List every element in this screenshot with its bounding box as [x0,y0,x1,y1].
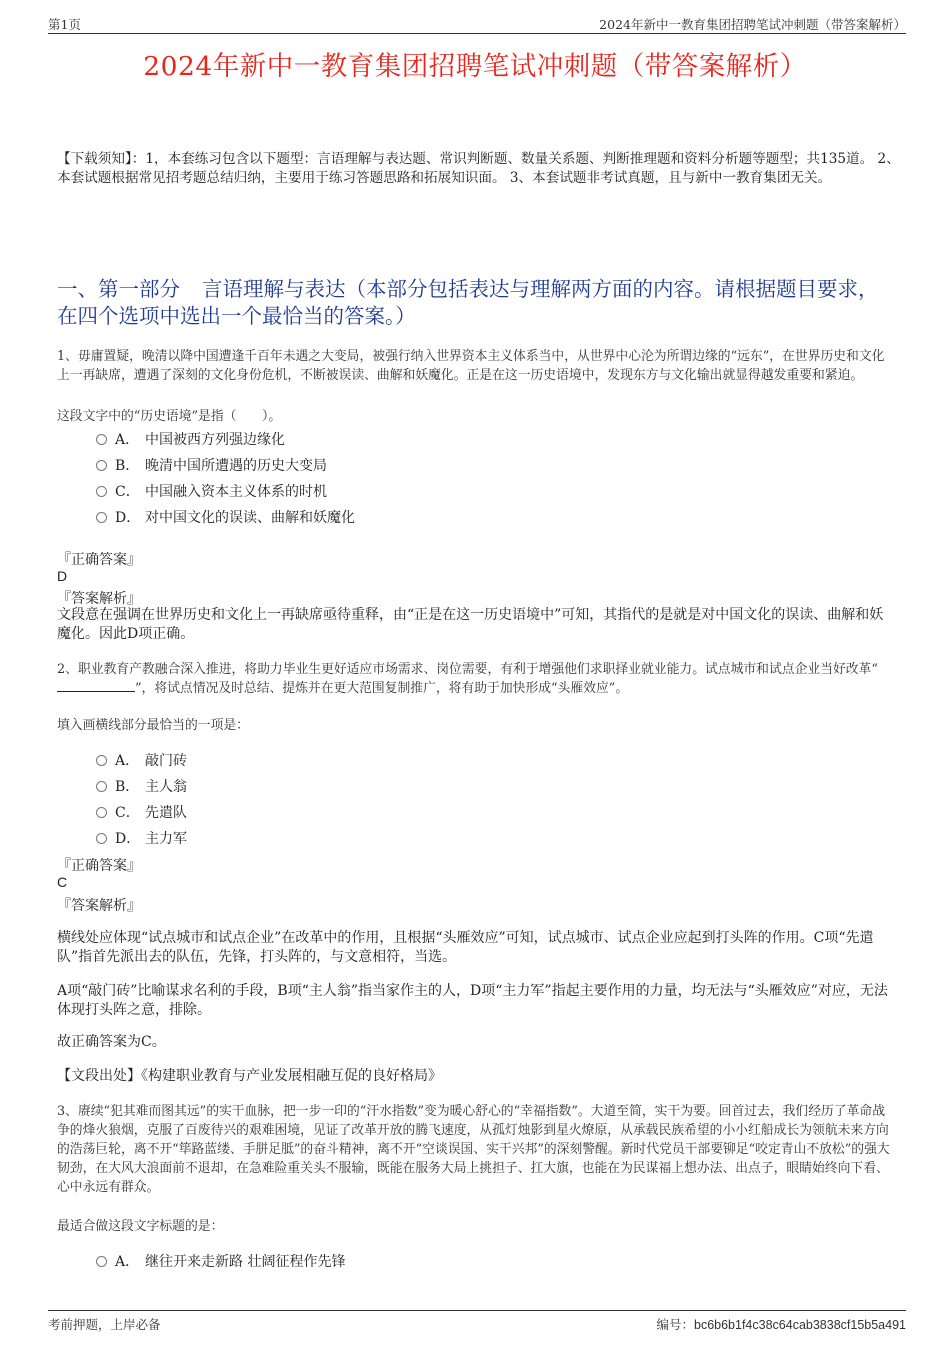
q1-option-a[interactable]: A． 中国被西方列强边缘化 [96,429,285,449]
question-3-text: 3、赓续“犯其难而图其远”的实干血脉，把一步一印的“汗水指数”变为暖心舒心的“幸福指数”。大道至简，实干为要。回首过去，我们经历了革命战争的烽火狼烟，克服了百废待兴的艰难困境，见证了改革开放的腾飞速度，从孤灯烛影到星火燎原，从承载民族希望的小小红船成长为领航未来方向的浩荡巨轮，离不开“筚路蓝缕、手胼足胝”的奋斗精神，离不开“空谈误国、实干兴邦”的深刻警醒。新时代党员干部要铆足“咬定青山不放松”的强大韧劲，在大风大浪面前不退却，在急难险重关头不服输，既能在服务大局上挑担子、扛大旗，也能在为民谋福上想办法、出点子，眼睛始终向下看、心中永远有群众。 [57,1104,890,1195]
question-2-text: 2、职业教育产教融合深入推进，将助力毕业生更好适应市场需求、岗位需要，有利于增强他们求职择业就业能力。试点城市和试点企业当好改革“”，将试点情况及时总结、提炼并在更大范围复制推广，将有助于加快形成“头雁效应”。 [57,662,878,696]
page-footer [48,1310,906,1333]
section-heading [57,276,897,330]
footer-slogan: 考前押题，上岸必备 [48,1317,161,1332]
q1-analysis: 文段意在强调在世界历史和文化上一再缺席亟待重释，由“正是在这一历史语境中”可知，其指代的是就是对中国文化的误读、曲解和妖魔化。因此D项正确。 [57,607,884,642]
q3-option-a[interactable]: A． 继往开来走新路 壮阔征程作先锋 [96,1251,345,1271]
footer-code: 编号：bc6b6b1f4c38c64cab3838cf15b5a491 [656,1317,906,1332]
header-doc-title: 2024年新中一教育集团招聘笔试冲刺题（带答案解析） [599,17,906,32]
q1-option-b[interactable]: B． 晚清中国所遭遇的历史大变局 [96,455,327,475]
q2-answer: C [57,874,68,890]
q2-answer-label: 『正确答案』 [57,858,141,874]
section-description: 言语理解与表达（本部分包括表达与理解两方面的内容。请根据题目要求，在四个选项中选出一个最恰当的答案。） [57,277,879,328]
radio-icon[interactable] [96,807,107,818]
q2-option-d[interactable]: D． 主力军 [96,828,187,848]
radio-icon[interactable] [96,755,107,766]
q2-source: 【文段出处】《构建职业教育与产业发展相融互促的良好格局》 [57,1068,442,1084]
q1-option-c[interactable]: C． 中国融入资本主义体系的时机 [96,481,327,501]
radio-icon[interactable] [96,781,107,792]
page-header [48,13,906,34]
section-name: 一、第一部分 [57,277,180,301]
radio-icon[interactable] [96,434,107,445]
q2-option-a[interactable]: A． 敲门砖 [96,750,187,770]
page-number: 第1页 [48,17,81,32]
document-code: bc6b6b1f4c38c64cab3838cf15b5a491 [694,1318,906,1332]
download-notice: 【下载须知】：1，本套练习包含以下题型：言语理解与表达题、常识判断题、数量关系题、判断推理题和资料分析题等题型；共135道。 2、本套试题根据常见招考题总结归纳，主要用于练习答题思路和拓展知识面。 3、本套试题非考试真题，且与新中一教育集团无关。 [57,151,900,186]
q2-analysis-label: 『答案解析』 [57,898,141,914]
q1-answer: D [57,568,68,584]
q2-analysis-2: A项“敲门砖”比喻谋求名利的手段，B项“主人翁”指当家作主的人，D项“主力军”指起主要作用的力量，均无法与“头雁效应”对应，无法体现打头阵之意，排除。 [57,983,888,1018]
question-2-prompt: 填入画横线部分最恰当的一项是： [57,718,249,733]
question-1-prompt: 这段文字中的“历史语境”是指（ ）。 [57,409,282,424]
q2-analysis-1: 横线处应体现“试点城市和试点企业”在改革中的作用，且根据“头雁效应”可知，试点城市、试点企业应起到打头阵的作用。C项“先遣队”指首先派出去的队伍，先锋，打头阵的，与文意相符，当选。 [57,930,874,965]
q2-option-c[interactable]: C． 先遣队 [96,802,187,822]
q1-answer-label: 『正确答案』 [57,552,141,568]
q2-analysis-3: 故正确答案为C。 [57,1034,166,1050]
radio-icon[interactable] [96,486,107,497]
q2-option-b[interactable]: B． 主人翁 [96,776,187,796]
question-3-prompt: 最适合做这段文字标题的是： [57,1219,224,1234]
fill-blank [57,679,135,692]
q1-option-d[interactable]: D． 对中国文化的误读、曲解和妖魔化 [96,507,355,527]
question-1-text: 1、毋庸置疑，晚清以降中国遭逢千百年未遇之大变局，被强行纳入世界资本主义体系当中，从世界中心沦为所谓边缘的“远东”，在世界历史和文化上一再缺席，遭遇了深刻的文化身份危机，不断被误读、曲解和妖魔化。正是在这一历史语境中，发现东方与文化输出就显得越发重要和紧迫。 [57,349,885,383]
radio-icon[interactable] [96,1256,107,1267]
radio-icon[interactable] [96,512,107,523]
q1-analysis-label: 『答案解析』 [57,591,141,607]
document-title: 2024年新中一教育集团招聘笔试冲刺题（带答案解析） [143,51,807,82]
radio-icon[interactable] [96,833,107,844]
radio-icon[interactable] [96,460,107,471]
